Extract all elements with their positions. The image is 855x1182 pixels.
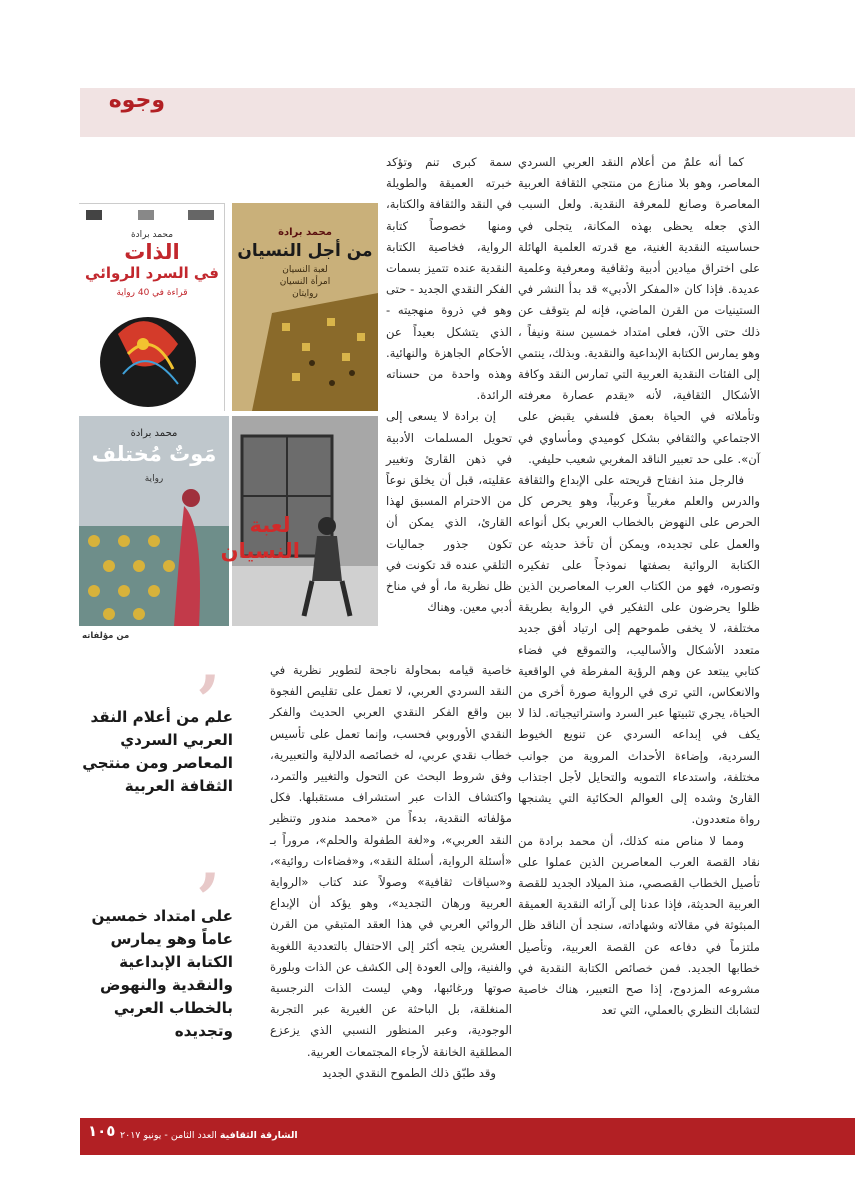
cover-line: روايتان: [292, 289, 318, 299]
cover-author: محمد برادة: [278, 227, 332, 238]
paragraph: إن برادة لا يسعى إلى تحويل المسلمات الأدبية في ذهن القارئ وتغيير عقليته، قبل أن يخلق نوعاً من الاحترام المسبق لهذا القارئ، الذي يمكن أن تكون جذور جماليات التلقي عنده قد تكونت في ظل نظرية ما، أو في مناخ أدبي معين. وهناك: [386, 409, 512, 615]
article-column-middle-bottom: [270, 660, 512, 1084]
footer-issue: [120, 1130, 298, 1141]
book-cover-game-of-forgetting: [220, 416, 378, 626]
quote-mark-icon: ’: [196, 858, 221, 941]
pull-quote: علم من أعلام النقد العربي السردي المعاصر ومن منتجي الثقافة العربية: [82, 708, 233, 795]
cover-line: لعبة النسيان: [282, 265, 328, 275]
paragraph: سمة كبرى تنم وتؤكد خبرته العميقة والطويلة في النقد والثقافة والكتابة، ومنها خصوصاً كتابة الرواية، فخاصية الكتابة النقدية عنده تتميز بسمات الفكر النقدي الجديد - حتى وهو في ذروة منهجيته - الذي يتشكل بعيداً عن الأحكام الجاهزة والنهائية. وهذه واحدة من حسناته الرائدة.: [386, 155, 512, 403]
book-cover-different-death: [79, 416, 229, 626]
pull-quote: على امتداد خمسين عاماً وهو يمارس الكتابة الإبداعية والنقدية والنهوض بالخطاب العربي وتجديده: [91, 907, 233, 1040]
magazine-name: الشارقة الثقافية: [219, 1130, 298, 1141]
cover-title: لعبة النسيان: [220, 513, 300, 563]
cover-line: امرأة النسيان: [279, 277, 331, 287]
paragraph: وقد طبّق ذلك الطموح النقدي الجديد: [322, 1065, 496, 1080]
cover-title: مَوتٌ مُختلف: [91, 442, 217, 466]
cover-title: في السرد الروائي: [85, 264, 219, 282]
cover-genre: رواية: [144, 474, 164, 484]
paragraph: ومما لا مناص منه كذلك، أن محمد برادة من نقاد القصة العرب المعاصرين الذين عملوا على تأصيل الخطاب القصصي، منذ الميلاد الجديد للقصة العربية الحديثة، فإذا عدنا إلى آرائه النقدية العميقة المبثوثة في مقالاته وشهاداته، سنجد أن الناقد ظل ملتزماً في دفاعه عن القصة العربية، وتأصيل خطابها الجديد. فمن خصائص الكتابة النقدية في مشروعه المزدوج، إذا صح التعبير، هناك خاصية لتشابك النظري بالعملي، التي تعد: [518, 833, 760, 1018]
book-cover-self-in-narrative: [79, 203, 225, 411]
paragraph: فالرجل منذ انفتاح قريحته على الإبداع والثقافة والدرس والعلم مغربياً وعربياً، وهو يحرص كل الحرص على النهوض بالخطاب العربي بكل أنواعه والعمل على تجديده، ويمكن أن تأخذ حديثه عن الكتابة الروائية بصفتها نموذجاً على تفكيره وتصوره، فهو من الكتاب العرب المعاصرين الذين ظلوا يحرضون على التفكير في الرواية بطريقة مختلفة، لا يخفى طموحهم إلى ارتياد أفق جديد متعدد الأشكال والأساليب، والتموقع في فضاء كتابي يبتعد عن وهم الرؤية المفرطة في الواقعية والانعكاس، التي ترى في الرواية صورة أخرى من الحياة، يجري تثبيتها عبر السرد واستراتيجياته. لذا لا يكف في إبداعه السردي عن تنويع الخيوط السردية، وإضاءة الأحداث المروية من جوانب مختلفة، واستدعاء التمويه والتحايل لأجل اجتذاب القارئ وشده إلى العوالم الحكائية التي يشنجها رواة متعددون.: [518, 473, 760, 827]
page-number: ١٠٥: [88, 1122, 116, 1140]
section-title: وجوه: [108, 88, 165, 113]
article-column-middle-top: [386, 152, 512, 618]
article-column-right: [518, 152, 760, 1021]
quote-mark-icon: ’: [196, 660, 221, 743]
cover-author: محمد برادة: [130, 230, 174, 240]
paragraph: خاصية قيامه بمحاولة ناجحة لتطوير نظرية في النقد السردي العربي، لا تعمل على تقليص الفجوة بين واقع الفكر النقدي العربي الحديث والفكر النقدي الأوروبي فحسب، وإنما تعمل على تأسيس خطاب نقدي عربي، له خصائصه الدلالية والتعبيرية، وفق شروط البحث عن التحول والتغيير والتمرد، واكتشاف الذات عبر استشراف مستقبلها. فكل مؤلفاته النقدية، بدءاً من «محمد مندور وتنظير النقد العربي»، و«لغة الطفولة والحلم»، مروراً بـ «أسئلة الرواية، أسئلة النقد»، و«فضاءات روائية»، و«سياقات ثقافية» وصولاً عند كتاب «الرواية العربية ورهان التجديد»، وهو يؤكد أن الإبداع الروائي العربي في هذا العقد المتبقي من القرن العشرين يتجه أكثر إلى الاحتفال بالتعددية اللغوية والفنية، وإلى العودة إلى الكشف عن الذات وبلورة صوتها ورغائبها، وهي ليست الذات النرجسية المنغلقة، بل الباحثة عن الغيرية عبر التجربة الوجودية، وعبر المنظور النسبي الذي يزعزع المطلقية الخانقة لأرجاء المجتمعات العربية.: [270, 663, 512, 1059]
cover-title: الذات: [124, 240, 180, 264]
header-band: [80, 88, 855, 137]
cover-title: من أجل النسيان: [237, 241, 373, 261]
cover-subtitle: قراءة في 40 رواية: [116, 288, 188, 298]
image-caption: من مؤلفاته: [82, 631, 130, 641]
cover-author: محمد برادة: [130, 428, 178, 439]
book-cover-for-forgetting: [232, 203, 378, 411]
paragraph: كما أنه علمٌ من أعلام النقد العربي السردي المعاصر، وهو بلا منازع من منتجي الثقافة العربية المعاصرة وصانع للمعرفة النقدية. ولعل السبب الذي جعله يحظى بهذه المكانة، يتجلى في حساسيته النقدية الغنية، مع قدرته العلمية الهائلة على اختراق ميادين أدبية وثقافية ومعرفية وعلمية عديدة. فإذا كان «المفكر الأدبي» قد بدأ النشر في الستينيات من القرن الماضي، فإنه لم يتوقف عن ذلك حتى الآن، فعلى امتداد خمسين سنة ونيفاً ، وهو يمارس الكتابة الإبداعية والنقدية. وبذلك، ينتمي إلى الفئات النقدية العربية التي تمارس النقد وكافة الأشكال الثقافية، لأنه «يقدم عصارة معرفته وتأملاته في الحياة بعمق فلسفي يقبض على الاجتماعي والثقافي بشكل كوميدي ومأساوي في آن». على حد تعبير الناقد المغربي شعيب حليفي.: [518, 155, 760, 466]
issue-info: العدد الثامن - يونيو ٢٠١٧: [120, 1130, 217, 1141]
